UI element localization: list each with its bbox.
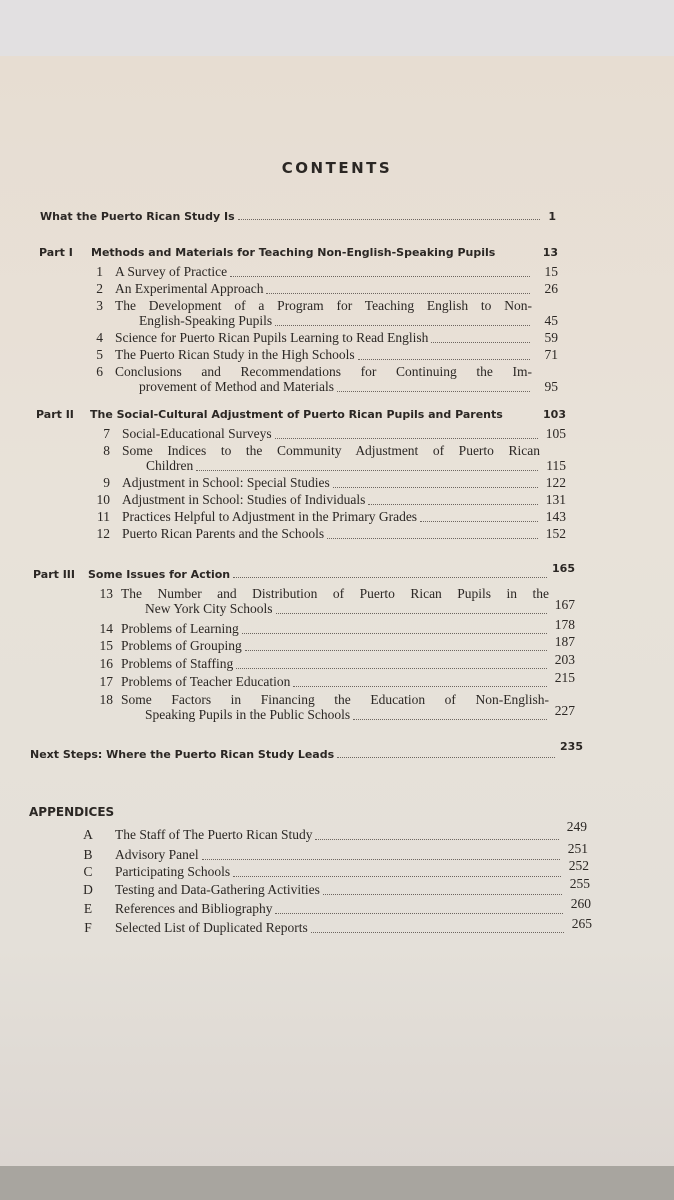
chapter-page: 71 <box>544 347 558 362</box>
leader-dots <box>315 838 559 840</box>
chapter-page: 26 <box>544 281 558 296</box>
toc-chapter[interactable] <box>121 617 575 637</box>
appendix-title: Testing and Data-Gathering Activities <box>115 882 320 897</box>
appendices-heading <box>29 805 114 819</box>
appendix-letter: F <box>84 920 92 935</box>
toc-chapter[interactable] <box>122 475 566 491</box>
chapter-number: 10 <box>96 492 110 507</box>
appendix-page: 252 <box>568 858 589 873</box>
leader-dots <box>327 537 538 539</box>
appendix-page: 260 <box>570 896 591 911</box>
toc-chapter[interactable] <box>115 330 558 346</box>
chapter-title-line2: Children <box>146 458 194 473</box>
part-title: The Social-Cultural Adjustment of Puerto Rican Pupils and Parents <box>90 408 503 421</box>
part-page: 13 <box>542 246 558 259</box>
appendix-page: 265 <box>571 916 592 931</box>
toc-chapter[interactable] <box>115 281 558 297</box>
contents-page <box>0 56 674 1166</box>
appendix-page: 251 <box>567 841 588 856</box>
leader-dots <box>233 576 547 578</box>
chapter-title-line1[interactable]: The Number and Distribution of Puerto Rican Pupils in the <box>121 586 549 601</box>
toc-chapter[interactable] <box>145 703 575 723</box>
appendix-title: Advisory Panel <box>115 847 199 862</box>
chapter-number: 14 <box>99 621 113 636</box>
toc-chapter[interactable] <box>121 634 575 654</box>
chapter-number: 3 <box>96 298 103 313</box>
toc-chapter[interactable] <box>122 526 566 542</box>
chapter-number: 9 <box>103 475 110 490</box>
chapter-page: 59 <box>544 330 558 345</box>
toc-appendix[interactable] <box>115 896 591 917</box>
background-top <box>0 0 674 60</box>
toc-next-steps[interactable] <box>30 740 583 761</box>
appendix-title: Participating Schools <box>115 864 231 879</box>
chapter-page: 152 <box>545 526 566 541</box>
chapter-title: Puerto Rican Parents and the Schools <box>122 526 325 541</box>
toc-part-2[interactable] <box>36 408 566 421</box>
leader-dots <box>275 912 563 914</box>
chapter-title: Problems of Staffing <box>121 656 234 671</box>
leader-dots <box>353 718 547 720</box>
chapter-title: Adjustment in School: Studies of Individuals <box>122 492 366 507</box>
chapter-title: The Puerto Rican Study in the High Schools <box>115 347 355 362</box>
chapter-page: 95 <box>544 379 558 394</box>
appendix-letter: E <box>83 901 93 916</box>
page-title: CONTENTS <box>281 159 393 177</box>
leader-dots <box>358 358 530 360</box>
toc-intro-label: What the Puerto Rican Study Is <box>40 210 235 223</box>
leader-dots <box>196 469 538 471</box>
toc-chapter[interactable] <box>121 670 575 690</box>
part-label: Part II <box>36 408 74 421</box>
appendix-letter: C <box>83 864 93 879</box>
leader-dots <box>311 931 564 933</box>
leader-dots <box>333 486 538 488</box>
leader-dots <box>420 520 538 522</box>
toc-intro[interactable] <box>40 210 556 223</box>
part-label: Part III <box>33 568 75 581</box>
chapter-page: 115 <box>546 458 566 473</box>
leader-dots <box>230 275 530 277</box>
chapter-title-line2: New York City Schools <box>145 601 273 616</box>
chapter-page: 187 <box>554 634 575 649</box>
chapter-title: A Survey of Practice <box>115 264 228 279</box>
background-bottom <box>0 1165 674 1200</box>
chapter-page: 131 <box>545 492 566 507</box>
toc-appendix[interactable] <box>115 876 590 898</box>
leader-dots <box>266 292 530 294</box>
toc-chapter[interactable] <box>122 492 566 508</box>
part-title: Some Issues for Action <box>88 568 231 581</box>
chapter-page: 167 <box>554 597 575 612</box>
chapter-page: 215 <box>554 670 575 685</box>
chapter-title-line1[interactable]: Some Indices to the Community Adjustment of Puerto Rican <box>122 443 540 458</box>
toc-intro-page: 1 <box>548 210 556 223</box>
appendix-letter: A <box>83 827 93 842</box>
part-page: 165 <box>552 562 575 575</box>
appendix-page: 249 <box>566 819 587 834</box>
appendix-letter: D <box>83 882 93 897</box>
chapter-title: Social-Educational Surveys <box>122 426 272 441</box>
leader-dots <box>431 341 530 343</box>
toc-appendix[interactable] <box>115 841 588 863</box>
leader-dots <box>238 218 540 220</box>
chapter-title: Practices Helpful to Adjustment in the Primary Grades <box>122 509 418 524</box>
chapter-title: Problems of Learning <box>121 621 239 636</box>
chapter-number: 16 <box>99 656 113 671</box>
leader-dots <box>242 632 547 634</box>
chapter-number: 11 <box>97 509 110 524</box>
appendix-title: The Staff of The Puerto Rican Study <box>115 827 313 842</box>
part-title: Methods and Materials for Teaching Non-English-Speaking Pupils <box>91 246 496 259</box>
toc-part-1[interactable] <box>39 246 558 259</box>
leader-dots <box>276 612 547 614</box>
chapter-title-line1[interactable]: Conclusions and Recommendations for Continuing the Im- <box>115 364 532 379</box>
chapter-page: 45 <box>544 313 558 328</box>
chapter-number: 18 <box>99 692 113 707</box>
leader-dots <box>233 875 561 877</box>
leader-dots <box>236 667 547 669</box>
chapter-title-line2: provement of Method and Materials <box>139 379 334 394</box>
chapter-title-line1[interactable]: The Development of a Program for Teaching English to Non- <box>115 298 532 313</box>
leader-dots <box>293 685 547 687</box>
appendices-heading-text: APPENDICES <box>29 805 115 819</box>
toc-appendix[interactable] <box>115 858 589 880</box>
leader-dots <box>202 858 560 860</box>
chapter-title: Problems of Teacher Education <box>121 674 291 689</box>
toc-chapter[interactable] <box>121 652 575 672</box>
leader-dots <box>275 324 530 326</box>
chapter-page: 143 <box>545 509 566 524</box>
leader-dots <box>245 649 547 651</box>
toc-part-3[interactable] <box>33 562 575 581</box>
leader-dots <box>368 503 538 505</box>
toc-chapter[interactable] <box>146 458 566 474</box>
leader-dots <box>337 390 530 392</box>
leader-dots <box>337 756 555 758</box>
toc-chapter[interactable] <box>145 597 575 617</box>
chapter-title: Adjustment in School: Special Studies <box>122 475 330 490</box>
chapter-page: 203 <box>554 652 575 667</box>
toc-appendix[interactable] <box>115 819 587 843</box>
toc-chapter[interactable] <box>115 264 558 280</box>
toc-chapter[interactable] <box>139 313 558 329</box>
toc-next-steps-label: Next Steps: Where the Puerto Rican Study Leads <box>30 748 335 761</box>
leader-dots <box>323 893 562 895</box>
toc-chapter[interactable] <box>139 379 558 395</box>
chapter-number: 8 <box>103 443 110 458</box>
chapter-title-line2: English-Speaking Pupils <box>139 313 273 328</box>
appendix-title: References and Bibliography <box>115 901 273 916</box>
chapter-title: Problems of Grouping <box>121 638 242 653</box>
chapter-title: An Experimental Approach <box>115 281 264 296</box>
appendix-letter: B <box>83 847 93 862</box>
toc-chapter[interactable] <box>115 347 558 363</box>
appendix-page: 255 <box>569 876 590 891</box>
chapter-number: 17 <box>99 674 113 689</box>
chapter-number: 6 <box>96 364 103 379</box>
chapter-number: 2 <box>96 281 103 296</box>
chapter-number: 4 <box>96 330 103 345</box>
leader-dots <box>275 437 538 439</box>
appendix-title: Selected List of Duplicated Reports <box>115 920 308 935</box>
toc-chapter[interactable] <box>122 509 566 525</box>
chapter-number: 5 <box>96 347 103 362</box>
chapter-title: Science for Puerto Rican Pupils Learning to Read English <box>115 330 429 345</box>
toc-next-steps-page: 235 <box>560 740 583 753</box>
chapter-page: 122 <box>545 475 566 490</box>
chapter-number: 13 <box>99 586 113 601</box>
chapter-number: 12 <box>96 526 110 541</box>
toc-chapter[interactable] <box>122 426 566 442</box>
part-page: 103 <box>543 408 566 421</box>
chapter-number: 7 <box>103 426 110 441</box>
chapter-title-line1[interactable]: Some Factors in Financing the Education of Non-English- <box>121 692 549 707</box>
chapter-title-line2: Speaking Pupils in the Public Schools <box>145 707 351 722</box>
chapter-page: 178 <box>554 617 575 632</box>
chapter-number: 15 <box>99 638 113 653</box>
part-label: Part I <box>39 246 73 259</box>
toc-appendix[interactable] <box>115 916 592 936</box>
chapter-number: 1 <box>96 264 103 279</box>
chapter-page: 15 <box>544 264 558 279</box>
chapter-page: 105 <box>545 426 566 441</box>
chapter-page: 227 <box>554 703 575 718</box>
